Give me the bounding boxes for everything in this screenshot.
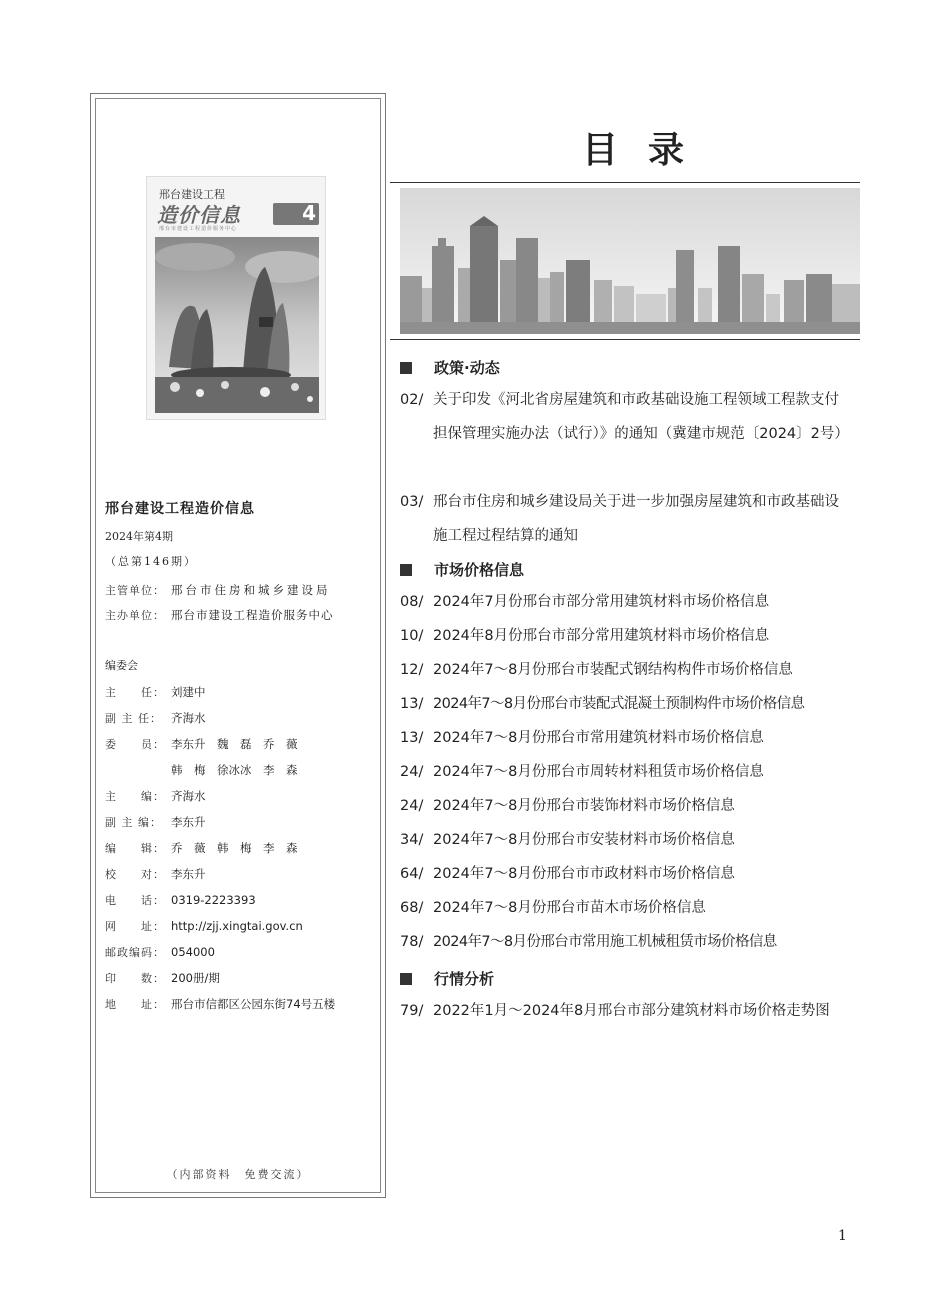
website-label: 网 址： bbox=[105, 920, 165, 933]
toc-entry-title: 2024年7～8月份邢台市安装材料市场价格信息 bbox=[433, 832, 735, 848]
toc-entry-title: 2024年7月份邢台市部分常用建筑材料市场价格信息 bbox=[433, 594, 770, 610]
toc-entry[interactable] bbox=[400, 925, 845, 959]
toc-page-number: 79/ bbox=[400, 1003, 424, 1019]
toc-entry[interactable] bbox=[400, 687, 845, 721]
editorial-row bbox=[105, 944, 215, 960]
toc-entry-title: 2024年7～8月份邢台市周转材料租赁市场价格信息 bbox=[433, 764, 764, 780]
sponsor-label: 主办单位： bbox=[105, 609, 165, 622]
toc-page-number: 78/ bbox=[400, 934, 424, 950]
toc-section-market-prices bbox=[400, 559, 524, 580]
phone-label: 电 话： bbox=[105, 894, 165, 907]
editorial-value: 李东升 bbox=[171, 867, 206, 881]
square-bullet-icon bbox=[400, 973, 412, 985]
editorial-value: 李东升 bbox=[171, 815, 206, 829]
toc-entry-title: 2024年7～8月份邢台市装配式混凝土预制构件市场价格信息 bbox=[433, 696, 805, 712]
toc-entry-title: 2024年7～8月份邢台市市政材料市场价格信息 bbox=[433, 866, 735, 882]
toc-entry-title: 邢台市住房和城乡建设局关于进一步加强房屋建筑和市政基础设施工程过程结算的通知 bbox=[433, 494, 839, 544]
postcode-label: 邮政编码： bbox=[105, 946, 165, 959]
publication-total-issue: （总第146期） bbox=[105, 555, 197, 568]
editorial-label: 委 员： bbox=[105, 738, 165, 751]
toc-page-number: 13/ bbox=[400, 730, 424, 746]
editorial-row bbox=[105, 970, 220, 986]
toc-entry-title: 2024年7～8月份邢台市常用建筑材料市场价格信息 bbox=[433, 730, 764, 746]
masthead-panel bbox=[90, 93, 386, 1198]
cover-title-small: 邢台建设工程 bbox=[159, 188, 225, 201]
sponsor-value: 邢台市建设工程造价服务中心 bbox=[171, 608, 334, 622]
editorial-row bbox=[105, 814, 206, 830]
toc-entry[interactable] bbox=[400, 721, 845, 755]
toc-entry-title: 2024年7～8月份邢台市常用施工机械租赁市场价格信息 bbox=[433, 934, 777, 950]
sponsor-row bbox=[105, 607, 334, 623]
toc-page-number: 10/ bbox=[400, 628, 424, 644]
toc-entry[interactable] bbox=[400, 585, 845, 619]
toc-entry-title: 关于印发《河北省房屋建筑和市政基础设施工程领域工程款支付担保管理实施办法（试行）》的通知（冀建市规范〔2024〕2号） bbox=[433, 392, 849, 442]
editorial-value: 刘建中 bbox=[171, 685, 206, 699]
editorial-row bbox=[105, 762, 298, 778]
editorial-label: 主 任： bbox=[105, 686, 165, 699]
toc-page-number: 24/ bbox=[400, 764, 424, 780]
toc-page-number: 13/ bbox=[400, 696, 424, 712]
publication-issue: 2024年第4期 bbox=[105, 530, 173, 543]
editorial-row bbox=[105, 996, 335, 1012]
editorial-label: 编 辑： bbox=[105, 842, 165, 855]
cover-title-large: 造价信息 bbox=[157, 203, 241, 227]
toc-entry-title: 2022年1月～2024年8月邢台市部分建筑材料市场价格走势图 bbox=[433, 1003, 830, 1019]
toc-page-number: 08/ bbox=[400, 594, 424, 610]
supervisor-label: 主管单位： bbox=[105, 584, 165, 597]
toc-entry-title: 2024年8月份邢台市部分常用建筑材料市场价格信息 bbox=[433, 628, 770, 644]
address-label: 地 址： bbox=[105, 998, 165, 1011]
toc-page-number: 64/ bbox=[400, 866, 424, 882]
cover-subtitle: 邢台市建设工程造价服务中心 bbox=[159, 226, 238, 232]
section-title: 行情分析 bbox=[434, 970, 495, 988]
toc-entry[interactable] bbox=[400, 653, 845, 687]
toc-entry[interactable] bbox=[400, 857, 845, 891]
toc-section-market-analysis bbox=[400, 968, 494, 989]
editorial-label: 副 主 编： bbox=[105, 816, 162, 829]
section-title: 市场价格信息 bbox=[434, 561, 525, 579]
toc-entry[interactable] bbox=[400, 823, 845, 857]
editorial-row bbox=[105, 866, 206, 882]
postcode-value: 054000 bbox=[171, 945, 215, 959]
editorial-row bbox=[105, 788, 206, 804]
toc-page-number: 34/ bbox=[400, 832, 424, 848]
toc-entry-title: 2024年7～8月份邢台市苗木市场价格信息 bbox=[433, 900, 706, 916]
toc-entry[interactable] bbox=[400, 755, 845, 789]
toc-entry-title: 2024年7～8月份邢台市装配式钢结构构件市场价格信息 bbox=[433, 662, 793, 678]
editorial-row bbox=[105, 736, 298, 752]
toc-entry[interactable] bbox=[400, 891, 845, 925]
toc-entry[interactable] bbox=[400, 485, 845, 553]
editorial-row bbox=[105, 684, 206, 700]
toc-page-number: 03/ bbox=[400, 494, 424, 510]
toc-entry[interactable] bbox=[400, 994, 845, 1028]
editorial-label: 副 主 任： bbox=[105, 712, 162, 725]
editorial-value: 齐海水 bbox=[171, 711, 206, 725]
editorial-row bbox=[105, 918, 303, 934]
print-run-value: 200册/期 bbox=[171, 971, 220, 985]
cover-photo bbox=[155, 237, 319, 413]
editorial-row bbox=[105, 710, 206, 726]
supervisor-row bbox=[105, 582, 331, 598]
section-title: 政策·动态 bbox=[434, 359, 500, 377]
editorial-value: 齐海水 bbox=[171, 789, 206, 803]
toc-page-number: 12/ bbox=[400, 662, 424, 678]
toc-entry[interactable] bbox=[400, 789, 845, 823]
toc-entry-title: 2024年7～8月份邢台市装饰材料市场价格信息 bbox=[433, 798, 735, 814]
editorial-label: 主 编： bbox=[105, 790, 165, 803]
publication-title: 邢台建设工程造价信息 bbox=[105, 501, 255, 517]
toc-entry[interactable] bbox=[400, 619, 845, 653]
square-bullet-icon bbox=[400, 564, 412, 576]
address-value: 邢台市信都区公园东街74号五楼 bbox=[171, 997, 336, 1011]
toc-entry[interactable] bbox=[400, 383, 849, 451]
toc-heading: 目录 bbox=[582, 129, 715, 171]
editorial-value: 乔 薇 韩 梅 李 森 bbox=[171, 841, 298, 855]
internal-material-note: （内部资料 免费交流） bbox=[166, 1168, 310, 1181]
editorial-label: 校 对： bbox=[105, 868, 165, 881]
supervisor-value: 邢台市住房和城乡建设局 bbox=[171, 583, 331, 597]
square-bullet-icon bbox=[400, 362, 412, 374]
toc-page-number: 24/ bbox=[400, 798, 424, 814]
magazine-cover-thumbnail bbox=[146, 176, 326, 420]
banner-bottom-rule bbox=[390, 339, 860, 340]
cover-issue-number: 4 bbox=[302, 201, 316, 225]
editorial-row bbox=[105, 892, 256, 908]
editorial-heading: 编委会 bbox=[105, 659, 138, 672]
print-run-label: 印 数： bbox=[105, 972, 165, 985]
city-skyline-banner bbox=[400, 188, 860, 334]
top-rule bbox=[390, 182, 860, 183]
editorial-value: 李东升 魏 磊 乔 薇 bbox=[171, 737, 298, 751]
toc-page-number: 68/ bbox=[400, 900, 424, 916]
phone-value: 0319-2223393 bbox=[171, 893, 256, 907]
page-number: 1 bbox=[838, 1228, 847, 1244]
toc-section-policy bbox=[400, 357, 500, 378]
toc-page-number: 02/ bbox=[400, 392, 424, 408]
website-link[interactable]: http://zjj.xingtai.gov.cn bbox=[171, 919, 303, 933]
editorial-row bbox=[105, 840, 298, 856]
editorial-value: 韩 梅 徐冰冰 李 森 bbox=[171, 763, 298, 777]
